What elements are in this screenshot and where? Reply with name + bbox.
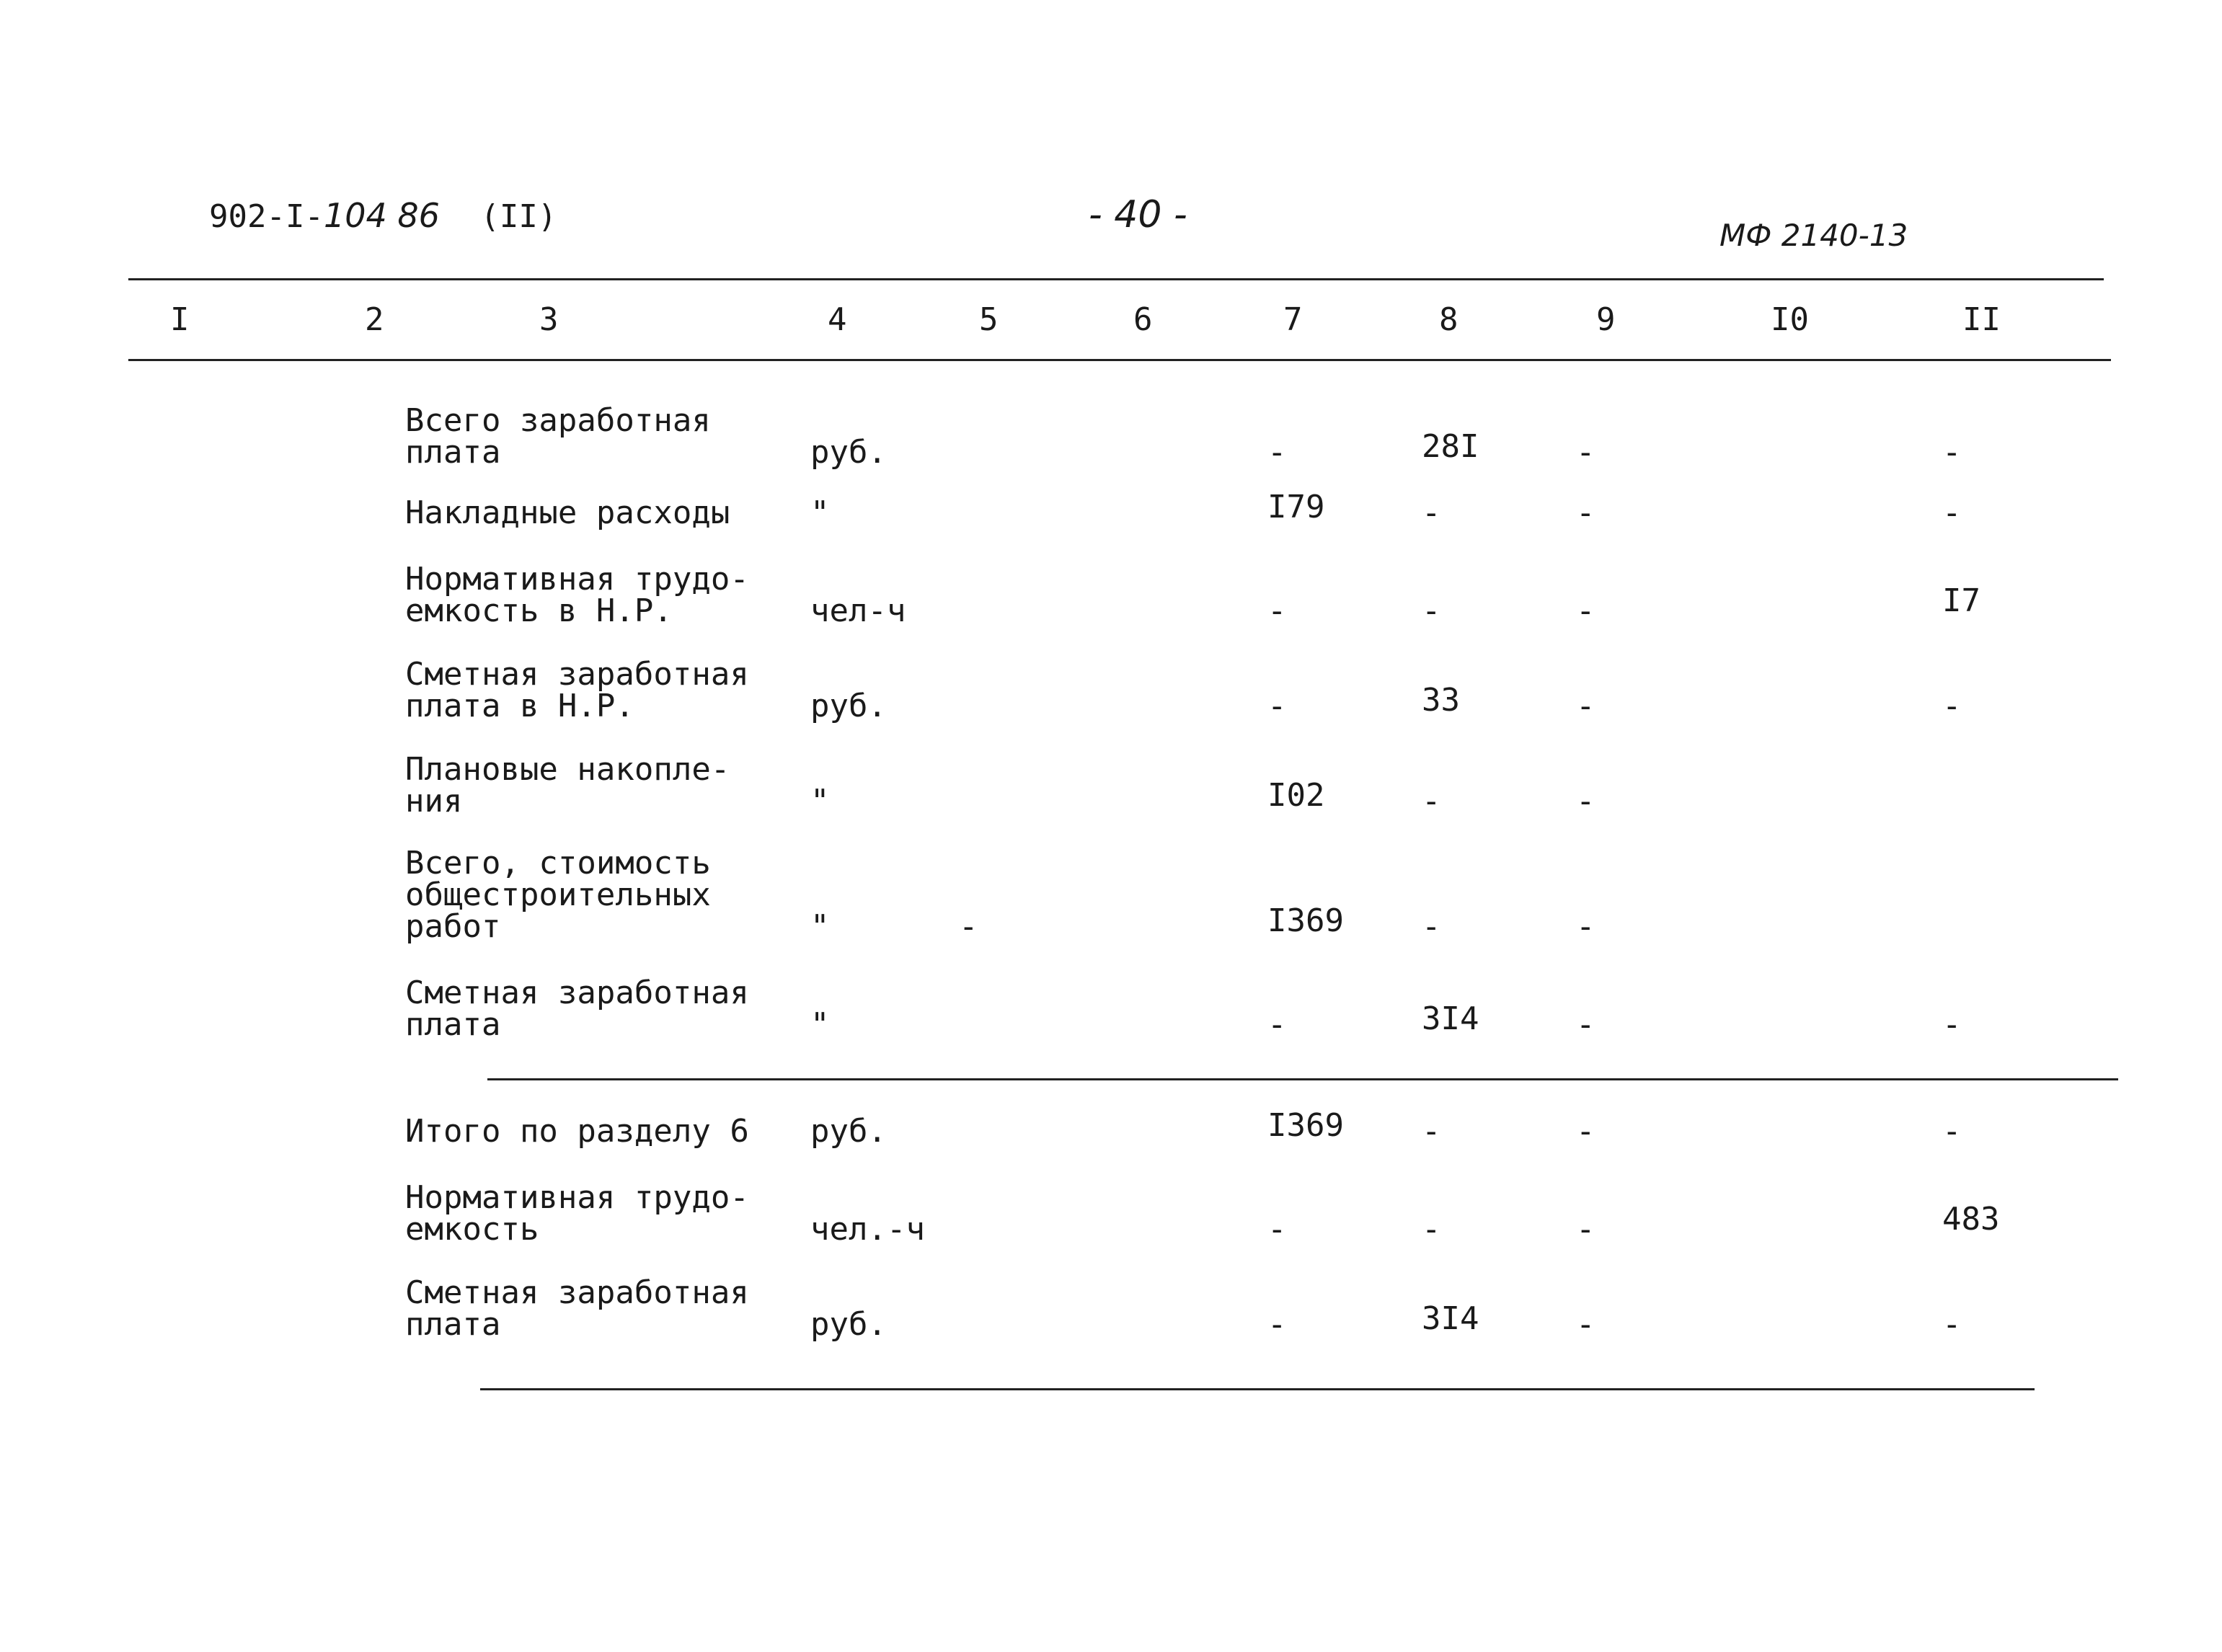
rows-5-col5: - [959,908,978,945]
rows-5-col7: I369 [1267,902,1344,939]
rows-0-label: Всего заработная плата [405,402,711,471]
rows-6-label: Сметная заработная плата [405,974,749,1043]
rows-5-col9: - [1576,908,1595,945]
rows-4-col9: - [1576,783,1595,820]
column-header-8: 8 [1439,301,1459,338]
totals-2-unit: руб. [810,1306,887,1343]
header-bottom-rule [128,359,2111,361]
totals-1-col9: - [1576,1211,1595,1248]
rows-6-col8: 3I4 [1422,1000,1479,1037]
page-number: - 40 - [1089,193,1187,236]
rows-3-col9: - [1576,688,1595,724]
rows-2-col11: I7 [1942,582,1980,619]
totals-1-col8: - [1422,1211,1441,1248]
totals-1-label: Нормативная трудо- емкость [405,1179,749,1248]
doc-part: (II) [480,198,557,235]
totals-0-col7: I369 [1267,1107,1344,1144]
rows-4-col8: - [1422,783,1441,820]
totals-1-unit: чел.-ч [810,1211,925,1248]
column-header-4: 4 [828,301,847,338]
totals-0-unit: руб. [810,1113,887,1150]
rows-5-unit: " [810,908,830,945]
rows-2-unit: чел-ч [810,592,906,629]
table-bottom-rule [480,1388,2035,1390]
column-header-2: 2 [365,301,384,338]
column-header-9: 9 [1596,301,1616,338]
rows-1-label: Накладные расходы [405,494,730,531]
rows-4-col7: I02 [1267,777,1325,814]
rows-6-col11: - [1942,1006,1962,1043]
totals-0-label: Итого по разделу 6 [405,1113,749,1150]
totals-2-col7: - [1267,1306,1287,1343]
archive-stamp: МФ 2140-13 [1719,218,1908,253]
column-header-11: II [1962,301,2001,338]
header-top-rule [128,278,2104,280]
doc-code-handwritten: 104 86 [323,196,440,235]
rows-0-col8: 28I [1422,428,1479,465]
column-header-3: 3 [539,301,559,338]
column-header-1: I [170,301,190,338]
totals-1-col11: 483 [1942,1201,2000,1238]
rows-5-label: Всего, стоимость общестроительных работ [405,845,711,945]
rows-3-label: Сметная заработная плата в Н.Р. [405,656,749,724]
rows-1-col7: I79 [1267,489,1325,525]
column-header-10: I0 [1771,301,1809,338]
totals-2-col8: 3I4 [1422,1300,1479,1337]
totals-0-col8: - [1422,1113,1441,1150]
rows-2-label: Нормативная трудо- емкость в Н.Р. [405,561,749,629]
rows-5-col8: - [1422,908,1441,945]
rows-2-col7: - [1267,592,1287,629]
rows-6-unit: " [810,1006,830,1043]
column-header-5: 5 [979,301,999,338]
rows-4-label: Плановые накопле- ния [405,751,730,820]
rows-2-col8: - [1422,592,1441,629]
totals-2-label: Сметная заработная плата [405,1274,749,1343]
rows-1-col8: - [1422,494,1441,531]
rows-2-col9: - [1576,592,1595,629]
rows-3-col7: - [1267,688,1287,724]
totals-1-col7: - [1267,1211,1287,1248]
rows-1-col11: - [1942,494,1962,531]
rows-6-col9: - [1576,1006,1595,1043]
rows-3-col11: - [1942,688,1962,724]
doc-code-typed: 902-I- [209,198,324,235]
section-separator-rule [487,1078,2118,1080]
column-header-6: 6 [1133,301,1153,338]
totals-2-col11: - [1942,1306,1962,1343]
rows-0-unit: руб. [810,434,887,471]
rows-0-col11: - [1942,434,1962,471]
totals-2-col9: - [1576,1306,1595,1343]
rows-0-col9: - [1576,434,1595,471]
document-code [209,196,557,235]
rows-1-col9: - [1576,494,1595,531]
rows-3-col8: 33 [1422,682,1460,719]
totals-0-col11: - [1942,1113,1962,1150]
totals-0-col9: - [1576,1113,1595,1150]
rows-6-col7: - [1267,1006,1287,1043]
rows-3-unit: руб. [810,688,887,724]
column-header-7: 7 [1283,301,1303,338]
rows-4-unit: " [810,783,830,820]
rows-1-unit: " [810,494,830,531]
rows-0-col7: - [1267,434,1287,471]
